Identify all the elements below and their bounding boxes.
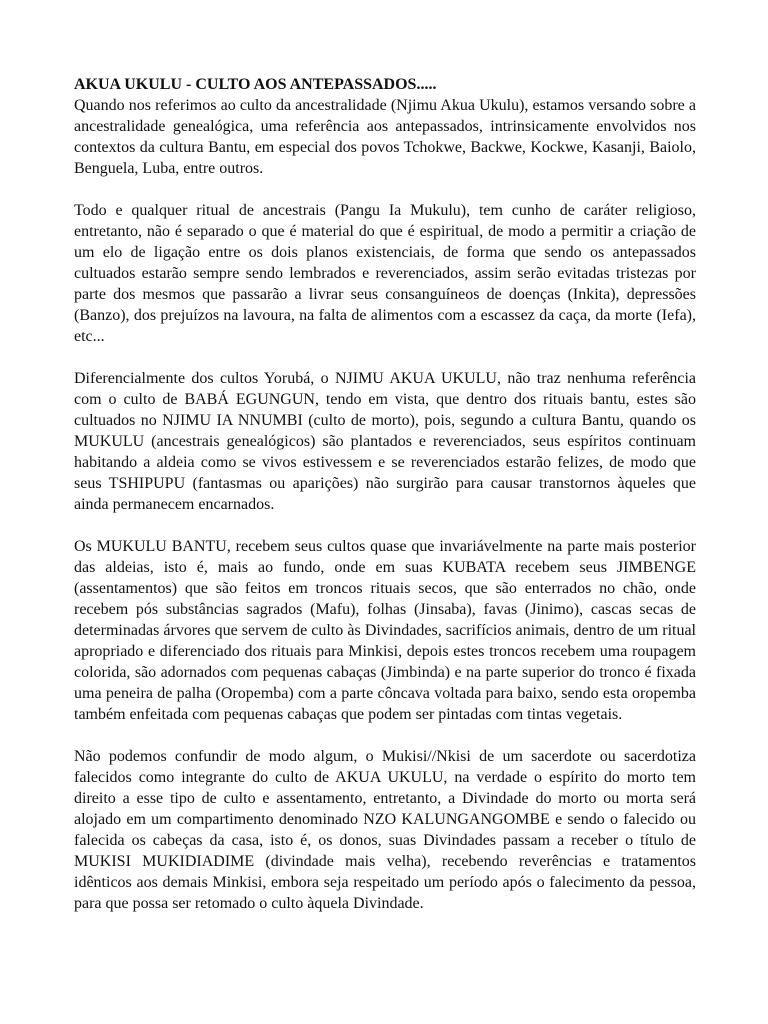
paragraph-3: Diferencialmente dos cultos Yorubá, o NJIMU AKUA UKULU, não traz nenhuma referência com o culto de BABÁ EGUNGUN, tendo em vista, que dentro dos rituais bantu, estes são cultuados no NJIMU IA NNUMBI (culto de morto), pois, segundo a cultura Bantu, quando os MUKULU (ancestrais genealógicos) são plantados e reverenciados, seus espíritos continuam habitando a aldeia como se vivos estivessem e se reverenciados estarão felizes, de modo que seus TSHIPUPU (fantasmas ou aparições) não surgirão para causar transtornos àqueles que ainda permanecem encarnados. (74, 370, 696, 513)
document-title: AKUA UKULU - CULTO AOS ANTEPASSADOS..... (74, 76, 437, 93)
paragraph-2: Todo e qualquer ritual de ancestrais (Pangu Ia Mukulu), tem cunho de caráter religioso, entretanto, não é separado o que é material do que é espiritual, de modo a permitir a criação de um elo de ligação entre os dois planos existenciais, de forma que sendo os antepassados cultuados estarão sempre sendo lembrados e reverenciados, assim serão evitadas tristezas por parte dos mesmos que passarão a livrar seus consanguíneos de doenças (Inkita), depressões (Banzo), dos prejuízos na lavoura, na falta de alimentos com a escassez da caça, da morte (Iefa), etc... (74, 202, 696, 345)
paragraph-4: Os MUKULU BANTU, recebem seus cultos quase que invariávelmente na parte mais posterior das aldeias, isto é, mais ao fundo, onde em suas KUBATA recebem seus JIMBENGE (assentamentos) que são feitos em troncos rituais secos, que são enterrados no chão, onde recebem pós substâncias sagrados (Mafu), folhas (Jinsaba), favas (Jinimo), cascas secas de determinadas árvores que servem de culto às Divindades, sacrifícios animais, dentro de um ritual apropriado e diferenciado dos rituais para Minkisi, depois estes troncos recebem uma roupagem colorida, são adornados com pequenas cabaças (Jimbinda) e na parte superior do tronco é fixada uma peneira de palha (Oropemba) com a parte côncava voltada para baixo, sendo esta oropemba também enfeitada com pequenas cabaças que podem ser pintadas com tintas vegetais. (74, 538, 696, 723)
paragraph-1: Quando nos referimos ao culto da ancestralidade (Njimu Akua Ukulu), estamos versando sobre a ancestralidade genealógica, uma referência aos antepassados, intrinsicamente envolvidos nos contextos da cultura Bantu, em especial dos povos Tchokwe, Backwe, Kockwe, Kasanji, Baiolo, Benguela, Luba, entre outros. (74, 97, 696, 177)
paragraph-5: Não podemos confundir de modo algum, o Mukisi//Nkisi de um sacerdote ou sacerdotiza falecidos como integrante do culto de AKUA UKULU, na verdade o espírito do morto tem direito a esse tipo de culto e assentamento, entretanto, a Divindade do morto ou morta será alojado em um compartimento denominado NZO KALUNGANGOMBE e sendo o falecido ou falecida os cabeças da casa, isto é, os donos, suas Divindades passam a receber o título de MUKISI MUKIDIADIME (divindade mais velha), recebendo reverências e tratamentos idênticos aos demais Minkisi, embora seja respeitado um período após o falecimento da pessoa, para que possa ser retomado o culto àquela Divindade. (74, 748, 696, 912)
document-page (74, 74, 696, 935)
